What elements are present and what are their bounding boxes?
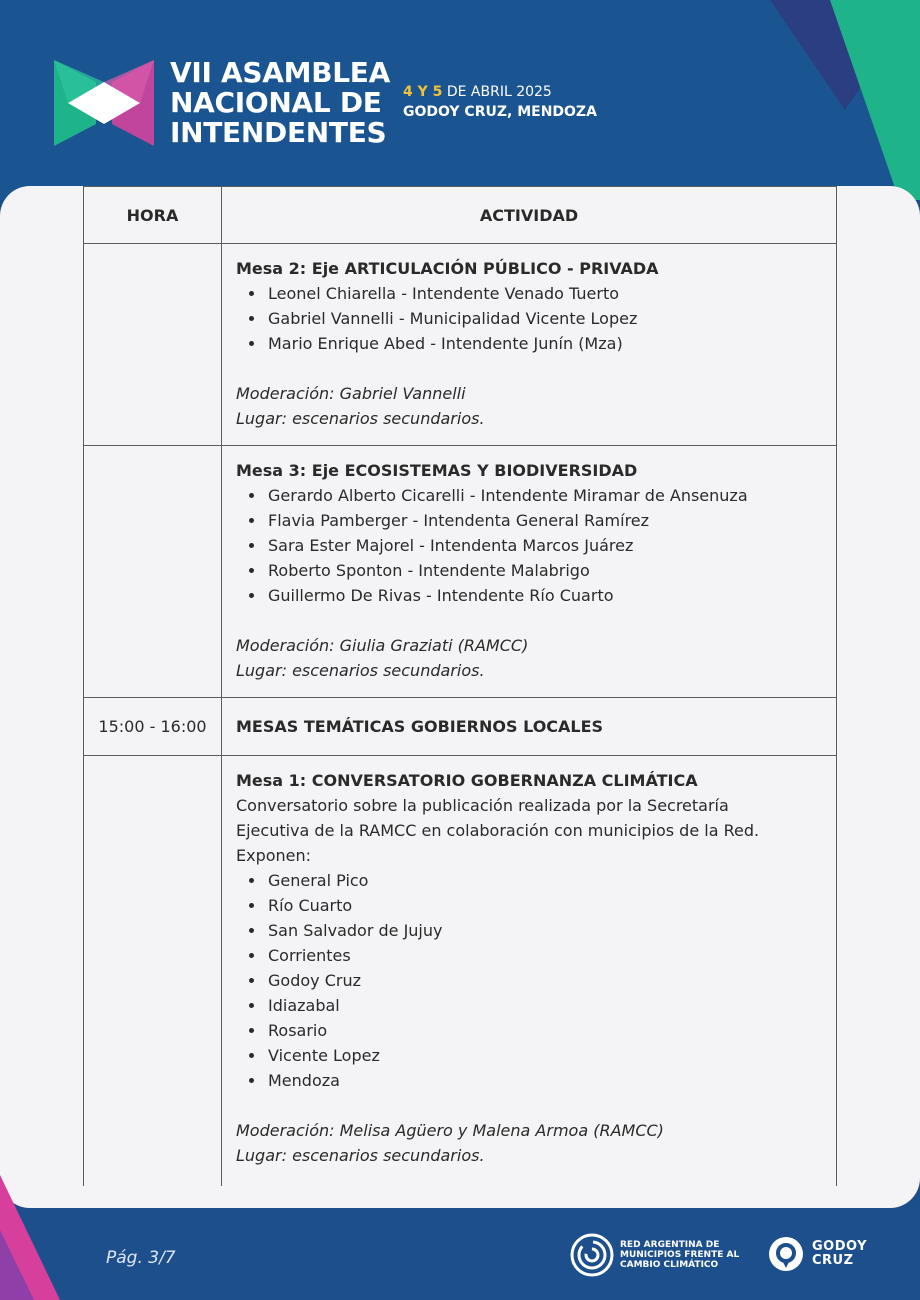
event-title [170,58,390,148]
ramcc-line: CAMBIO CLIMÁTICO [620,1260,719,1270]
ramcc-swirl-icon [570,1233,614,1277]
ramcc-line: MUNICIPIOS FRENTE AL [620,1250,740,1260]
actividad-cell [222,446,837,698]
event-location: GODOY CRUZ, MENDOZA [403,104,597,120]
description-line: Ejecutiva de la RAMCC en colaboración con municipios de la Red. [236,821,760,840]
location-text: Lugar: escenarios secundarios. [236,1146,485,1165]
hora-cell [84,244,222,446]
godoy-line: CRUZ [812,1253,854,1268]
speaker-list [236,483,822,608]
location-text: Lugar: escenarios secundarios. [236,409,485,428]
list-item: • Flavia Pamberger - Intendenta General Ramírez [266,508,822,533]
list-item: • Río Cuarto [266,893,822,918]
ramcc-name [620,1240,739,1270]
location-text: Lugar: escenarios secundarios. [236,661,485,680]
list-item: • Guillermo De Rivas - Intendente Río Cuarto [266,583,822,608]
list-item: • Gerardo Alberto Cicarelli - Intendente Miramar de Ansenuza [266,483,822,508]
event-date-month: DE ABRIL 2025 [446,84,552,100]
list-item: • Godoy Cruz [266,968,822,993]
description-line: Exponen: [236,846,312,865]
moderation-text: Moderación: Giulia Graziati (RAMCC) [236,636,529,655]
godoy-cruz-emblem-icon [768,1236,804,1272]
footer-decor-purple [0,1230,34,1300]
actividad-cell [222,244,837,446]
list-item: • Mendoza [266,1068,822,1093]
hora-cell [84,756,222,1187]
page-number: Pág. 3/7 [106,1248,176,1268]
column-header-hora: HORA [84,187,222,244]
godoy-cruz-name [812,1240,867,1268]
mesa-title: Mesa 3: Eje ECOSISTEMAS Y BIODIVERSIDAD [236,461,638,480]
list-item: • Rosario [266,1018,822,1043]
title-line: INTENDENTES [170,116,387,149]
municipality-list [236,868,822,1093]
list-item: • General Pico [266,868,822,893]
godoy-cruz-logo [768,1236,867,1272]
list-item: • Corrientes [266,943,822,968]
godoy-line: GODOY [812,1239,868,1254]
agenda-table [83,186,837,1186]
event-date-days: 4 Y 5 [403,84,443,100]
title-line: VII ASAMBLEA [170,56,391,89]
table-row [84,756,837,1187]
list-item: • Vicente Lopez [266,1043,822,1068]
title-line: NACIONAL DE [170,86,382,119]
header-decor-green [830,0,920,200]
event-date-location [403,82,597,122]
list-item: • San Salvador de Jujuy [266,918,822,943]
ramcc-logo [570,1232,739,1278]
list-item: • Gabriel Vannelli - Municipalidad Vicente Lopez [266,306,822,331]
event-logo-icon [54,60,154,146]
moderation-text: Moderación: Gabriel Vannelli [236,384,466,403]
table-header-row [84,187,837,244]
table-row [84,244,837,446]
hora-cell [84,446,222,698]
mesa-title: Mesa 2: Eje ARTICULACIÓN PÚBLICO - PRIVADA [236,259,659,278]
list-item: • Leonel Chiarella - Intendente Venado Tuerto [266,281,822,306]
table-row [84,446,837,698]
mesa-title: Mesa 1: CONVERSATORIO GOBERNANZA CLIMÁTICA [236,771,698,790]
description-line: Conversatorio sobre la publicación realizada por la Secretaría [236,796,729,815]
list-item: • Roberto Sponton - Intendente Malabrigo [266,558,822,583]
section-title: MESAS TEMÁTICAS GOBIERNOS LOCALES [236,717,604,736]
ramcc-line: RED ARGENTINA DE [620,1240,720,1250]
hora-cell: 15:00 - 16:00 [84,698,222,756]
actividad-cell [222,756,837,1187]
list-item: • Idiazabal [266,993,822,1018]
list-item: • Sara Ester Majorel - Intendenta Marcos Juárez [266,533,822,558]
list-item: • Mario Enrique Abed - Intendente Junín (Mza) [266,331,822,356]
column-header-actividad: ACTIVIDAD [222,187,837,244]
actividad-cell [222,698,837,756]
speaker-list [236,281,822,356]
moderation-text: Moderación: Melisa Agüero y Malena Armoa (RAMCC) [236,1121,664,1140]
table-row [84,698,837,756]
